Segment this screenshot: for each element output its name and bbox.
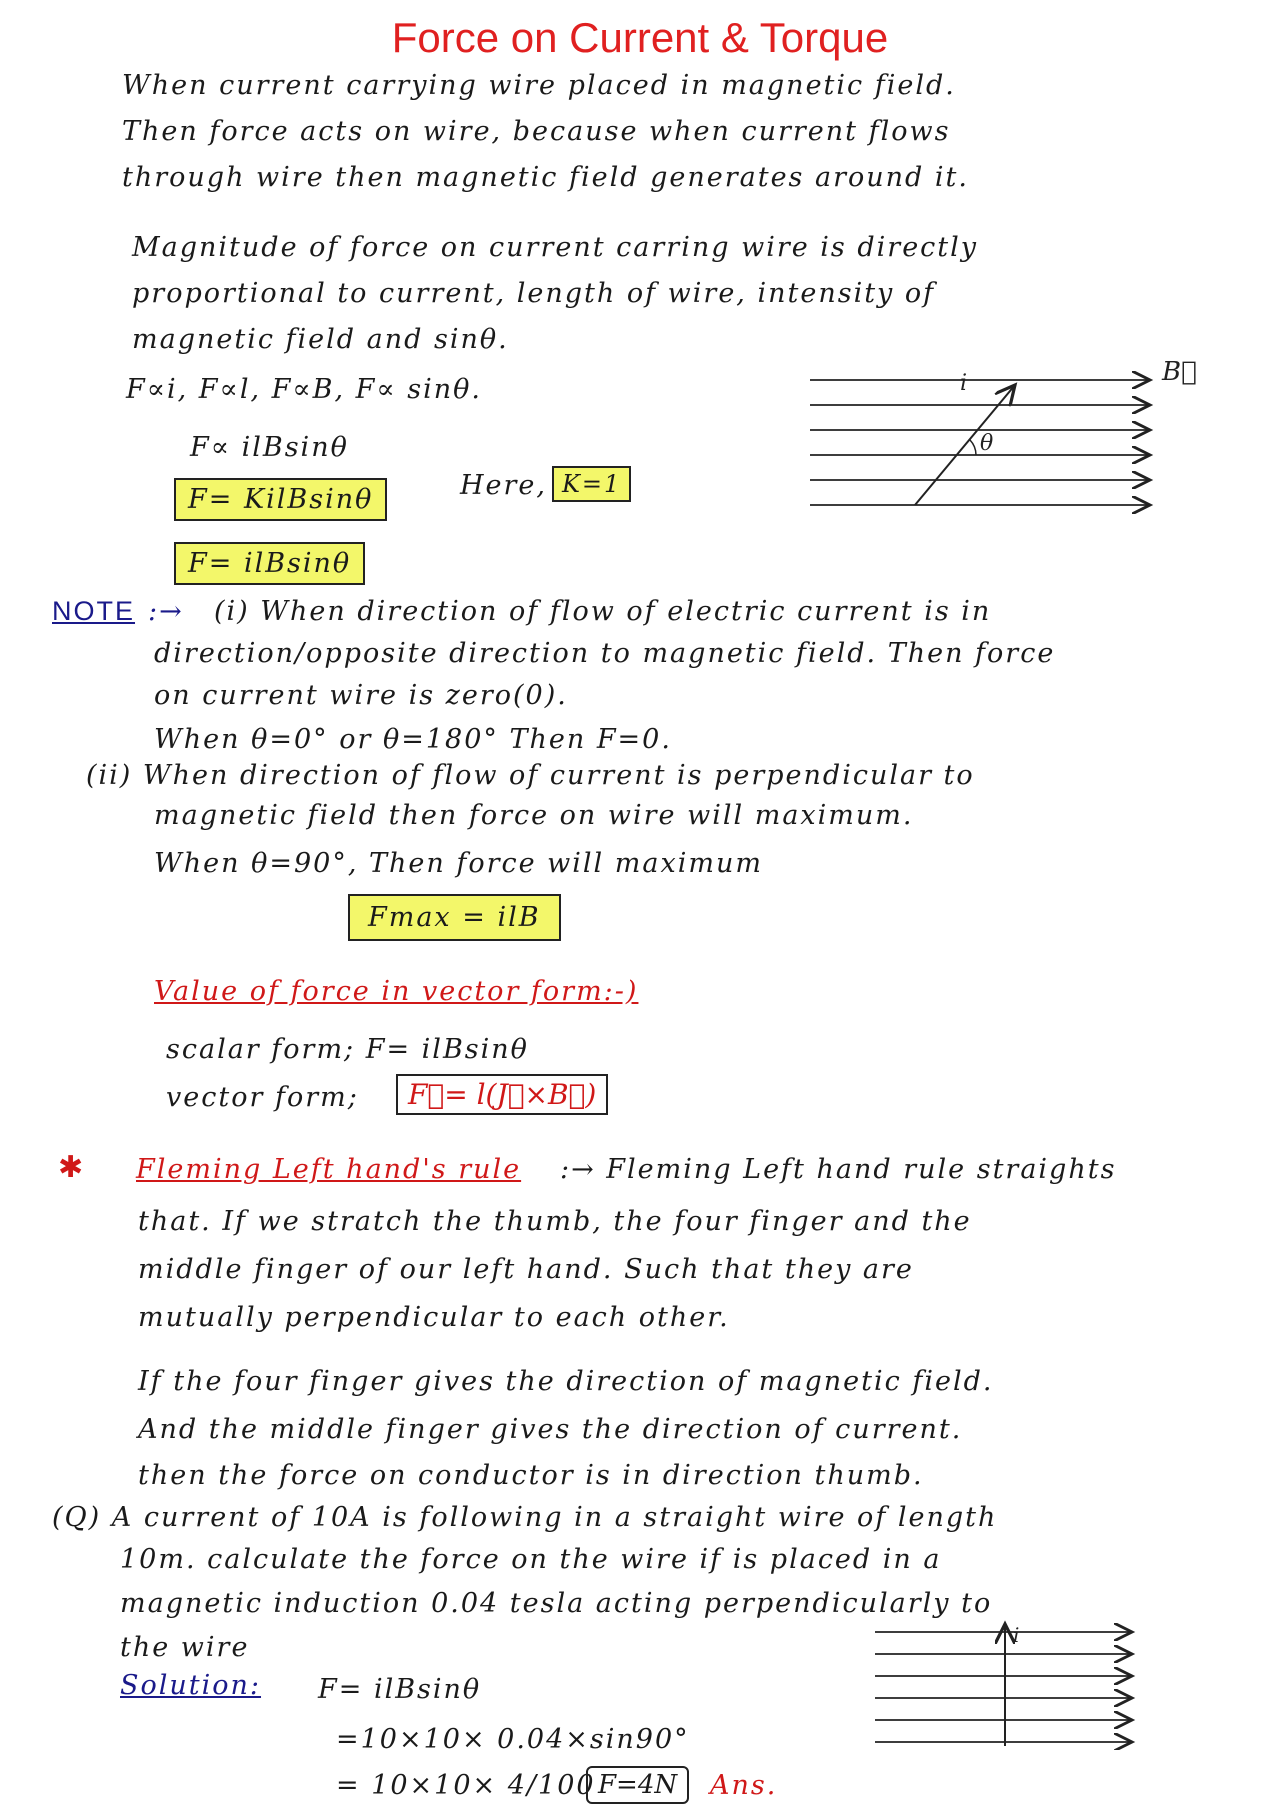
note-line-1: (i) When direction of flow of electric current is in bbox=[214, 596, 992, 627]
question-line-4: the wire bbox=[120, 1632, 250, 1663]
fleming-line-5: If the four finger gives the direction of magnetic field. bbox=[138, 1366, 994, 1397]
field-label: B⃗ bbox=[1162, 357, 1197, 387]
note-heading: NOTE bbox=[52, 596, 136, 626]
fleming-line-4: mutually perpendicular to each other. bbox=[138, 1302, 730, 1333]
note-line-6: magnetic field then force on wire will maximum. bbox=[154, 800, 914, 831]
vector-formula-box: F⃗= l(J⃗×B⃗) bbox=[396, 1074, 608, 1115]
fleming-line-2: that. If we stratch the thumb, the four finger and the bbox=[138, 1206, 972, 1237]
note-arrow: :→ bbox=[148, 596, 184, 627]
fleming-line-7: then the force on conductor is in direction thumb. bbox=[138, 1460, 924, 1491]
answer-label: Ans. bbox=[710, 1770, 778, 1801]
solution-step-3: = 10×10× 4/100 bbox=[336, 1770, 596, 1801]
formula-box-k: F= KilBsinθ bbox=[174, 478, 387, 521]
solution-step-2: =10×10× 0.04×sin90° bbox=[336, 1724, 690, 1755]
intro-line-2: Then force acts on wire, because when current flows bbox=[122, 116, 951, 147]
page-title: Force on Current & Torque bbox=[391, 14, 889, 61]
magnitude-line-1: Magnitude of force on current carring wire is directly bbox=[132, 232, 979, 263]
here-label: Here, bbox=[460, 470, 547, 501]
solution-step-1: F= ilBsinθ bbox=[318, 1674, 482, 1705]
angle-arc bbox=[970, 440, 976, 455]
solution-label: Solution: bbox=[120, 1670, 262, 1701]
note-line-2: direction/opposite direction to magnetic field. Then force bbox=[154, 638, 1056, 669]
fmax-box: Fmax = ilB bbox=[348, 894, 561, 941]
fleming-line-6: And the middle finger gives the direction of current. bbox=[138, 1414, 963, 1445]
intro-line-3: through wire then magnetic field generates around it. bbox=[122, 162, 969, 193]
current-wire bbox=[915, 385, 1015, 505]
angle-label: θ bbox=[980, 431, 994, 456]
answer-box: F=4N bbox=[586, 1766, 689, 1804]
formula-box: F= ilBsinθ bbox=[174, 542, 365, 585]
note-line-7: When θ=90°, Then force will maximum bbox=[154, 848, 763, 879]
star-icon: ✱ bbox=[58, 1150, 84, 1185]
proportional-all: F∝ ilBsinθ bbox=[190, 432, 349, 463]
fleming-line-3: middle finger of our left hand. Such that they are bbox=[138, 1254, 914, 1285]
current-label: i bbox=[1013, 1623, 1020, 1647]
intro-line-1: When current carrying wire placed in magnetic field. bbox=[122, 70, 956, 101]
note-line-5: (ii) When direction of flow of current is perpendicular to bbox=[86, 760, 975, 791]
proportionality-line: F∝i, F∝l, F∝B, F∝ sinθ. bbox=[126, 374, 482, 405]
fleming-heading: Fleming Left hand's rule bbox=[136, 1154, 522, 1185]
question-line-3: magnetic induction 0.04 tesla acting perpendicularly to bbox=[120, 1588, 993, 1619]
current-label: i bbox=[960, 371, 968, 396]
note-line-3: on current wire is zero(0). bbox=[154, 680, 568, 711]
question-line-2: 10m. calculate the force on the wire if is placed in a bbox=[120, 1544, 942, 1575]
question-line-1: (Q) A current of 10A is following in a straight wire of length bbox=[52, 1502, 998, 1533]
vector-form-heading: Value of force in vector form:-) bbox=[154, 976, 639, 1007]
field-diagram-2 bbox=[870, 1620, 1140, 1750]
field-diagram-1 bbox=[800, 350, 1200, 520]
vector-form-label: vector form; bbox=[166, 1082, 359, 1113]
k-value-box: K=1 bbox=[552, 466, 631, 502]
magnitude-line-3: magnetic field and sinθ. bbox=[132, 324, 509, 355]
note-line-4: When θ=0° or θ=180° Then F=0. bbox=[154, 724, 672, 755]
fleming-line-1: :→ Fleming Left hand rule straights bbox=[560, 1154, 1117, 1185]
magnitude-line-2: proportional to current, length of wire, intensity of bbox=[132, 278, 936, 309]
scalar-form: scalar form; F= ilBsinθ bbox=[166, 1034, 529, 1065]
